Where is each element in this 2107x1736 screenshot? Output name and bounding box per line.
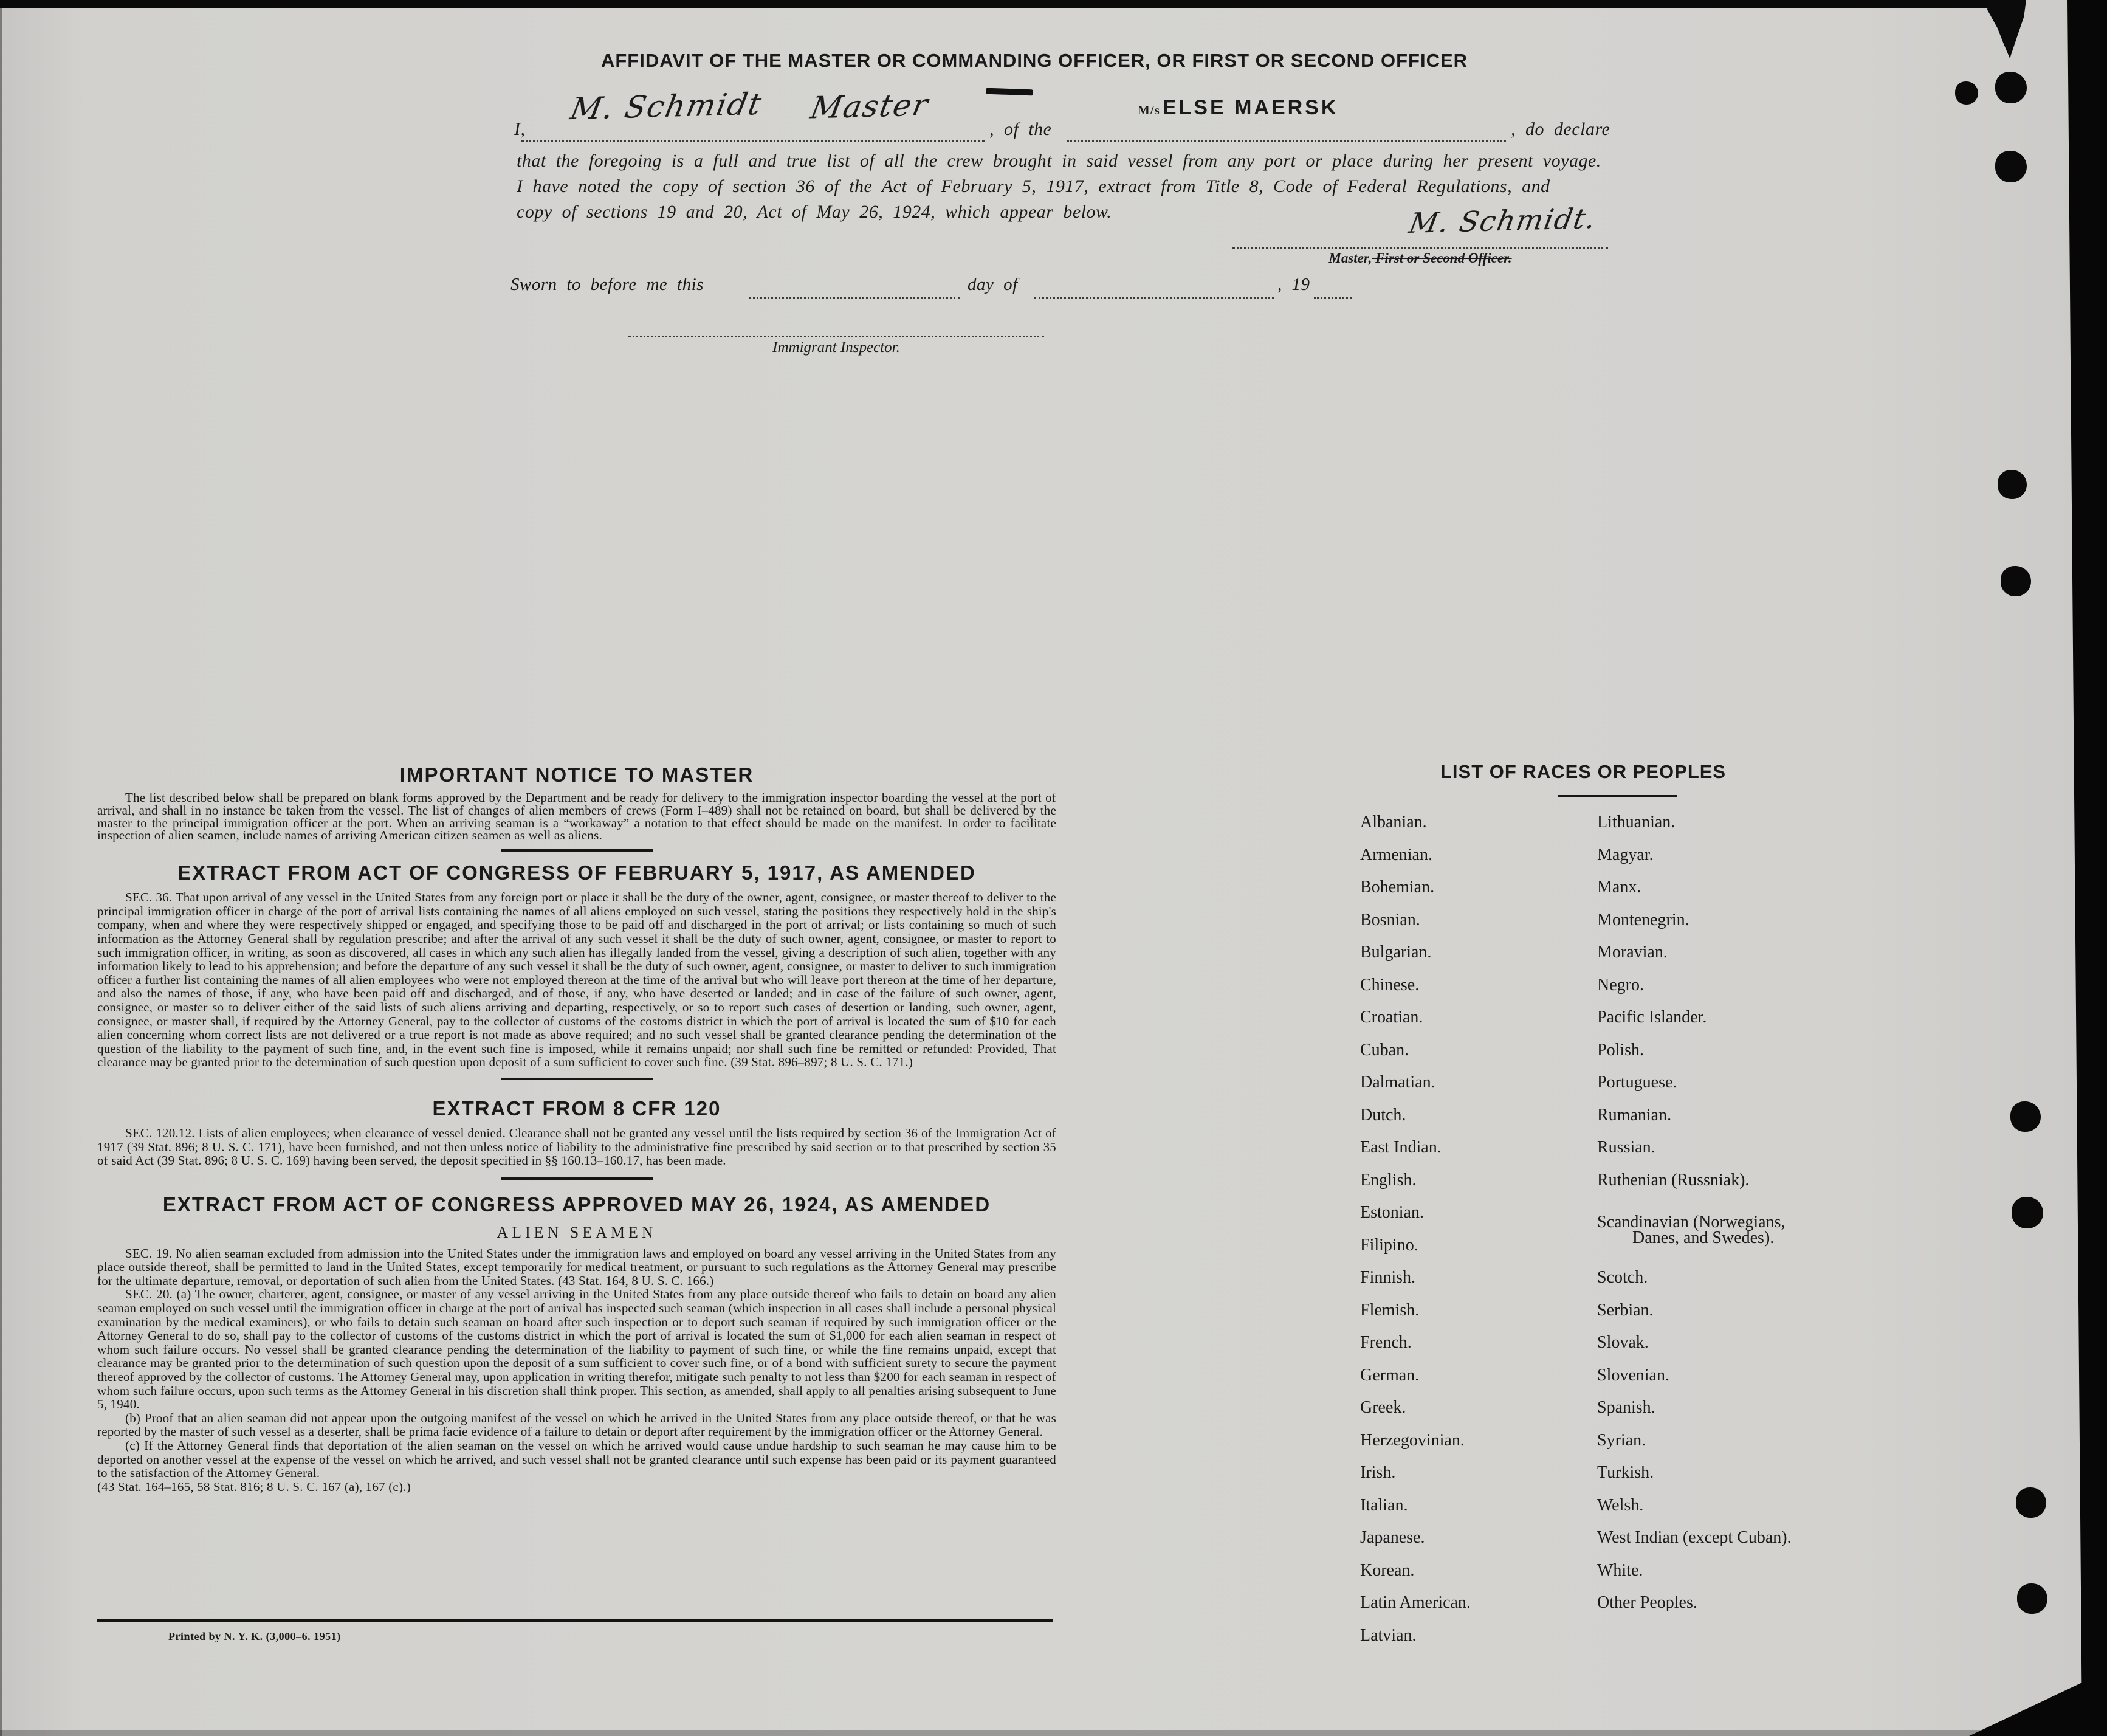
legal-text-column <box>97 763 1056 1493</box>
race-item: Dutch. <box>1360 1105 1406 1125</box>
sworn-year-blank <box>1314 275 1352 299</box>
scan-edge-bottom <box>0 1730 2107 1736</box>
race-item: Armenian. <box>1360 845 1432 864</box>
sworn-prefix: Sworn to before me this <box>510 275 704 294</box>
race-item: Rumanian. <box>1597 1105 1672 1125</box>
extract-1924-heading: EXTRACT FROM ACT OF CONGRESS APPROVED MAY 26, 1924, AS AMENDED <box>162 1193 991 1216</box>
hole-punch-dot <box>2017 1583 2047 1614</box>
race-item: Spanish. <box>1597 1398 1655 1417</box>
race-item: Lithuanian. <box>1597 813 1676 832</box>
extract-1917-body: SEC. 36. That upon arrival of any vessel in the United States from any foreign port or place it shall be the duty of the owner, agent, consignee, or master thereof to deliver to the principal immigration officer in charge of the port of arrival lists containing the names of all aliens employed on such vessel, stating the positions they respectively hold in the ship's company, when and where they were respectively shipped or engaged, and specifying those to be paid off and discharged in the port of arrival; or lists containing so much of such information as the Attorney General shall by regulation prescribe; and after the arrival of any such vessel it shall be the duty of such owner, agent, consignee, or master to report to such immigration officer, in writing, as soon as discovered, all cases in which any such alien has illegally landed from the vessel, giving a description of such alien, together with any information likely to lead to his apprehension; and before the departure of any such vessel it shall be the duty of such owner, agent, consignee, or master to deliver to such immigration officer a further list containing the names of all alien employees who were not employed thereon at the time of the arrival but who will leave port thereon at the time of her departure, and also the names of those, if any, who have been paid off and discharged, and of those, if any, who have deserted or landed; and in case of the failure of such owner, agent, consignee, or master so to deliver either of the said lists of such aliens arriving and departing, respectively, or so to report such cases of desertion or landing, such owner, agent, consignee, or master shall, if required by the Attorney General, pay to the collector of customs of the costoms district in which the port of arrival is located the sum of $10 for each alien concerning whom correct lists are not delivered or a true report is not made as above required; and no such vessel shall be granted clearance pending the determination of the question of the liability to the payment of such fine, and, in the event such fine is imposed, while it remains unpaid; nor shall such fine be remitted or refunded: Provided, That clearance may be granted prior to the determination of such question upon deposit of a sum sufficient to cover such fine. (39 Stat. 896–897; 8 U. S. C. 171.) <box>97 890 1056 1070</box>
cfr-body: SEC. 120.12. Lists of alien employees; when clearance of vessel denied. Clearance shall not be granted any vessel until the lists required by section 36 of the Immigration Act of 1917 (39 Stat. 896; 8 U. S. C. 171), have been furnished, and not then unless notice of liability to the administrative fine prescribed by said section or to that prescribed by section 35 of said Act (39 Stat. 896; 8 U. S. C. 169) having been served, the deposit specified in §§ 160.13–160.17, has been made. <box>97 1125 1056 1168</box>
inspector-label: Immigrant Inspector. <box>772 339 900 356</box>
race-item: Bohemian. <box>1360 878 1435 897</box>
handwritten-name-text: M. Schmidt <box>567 86 766 127</box>
handwritten-role-text: Master <box>808 87 932 126</box>
sec20-citation: (43 Stat. 164–165, 58 Stat. 816; 8 U. S. C. 167 (a), 167 (c).) <box>97 1479 411 1494</box>
races-right-column <box>1597 806 1913 1619</box>
hole-punch-dot <box>2010 1101 2041 1132</box>
race-item: Pacific Islander. <box>1597 1008 1707 1027</box>
sec19-paragraph: SEC. 19. No alien seaman excluded from admission into the United States under the immigration laws and employed on board any vessel arriving in the United States from any place outside thereof, shall be permitted to land in the United States, except temporarily for medical treatment, or pursuant to such regulations as the Attorney General may prescribe for the ultimate departure, removal, or deportation of such alien from the United States. (43 Stat. 164, 8 U. S. C. 166.) <box>97 1245 1056 1288</box>
sec20b-paragraph: (b) Proof that an alien seaman did not appear upon the outgoing manifest of the vessel on which he arrived in the United States from any place outside thereof, or that he was reported by the master of such vessel as a deserter, shall be prima facie evidence of a failure to detain or deport after requirement by the immigration officer or the Attorney General. <box>97 1410 1056 1439</box>
race-item: Estonian. <box>1360 1203 1424 1222</box>
race-item: German. <box>1360 1365 1420 1385</box>
year-prefix: , 19 <box>1277 275 1310 294</box>
race-item: Herzegovinian. <box>1360 1430 1465 1450</box>
vessel-name: ELSE MAERSK <box>1162 96 1339 119</box>
race-item: Manx. <box>1597 878 1641 897</box>
hole-punch-dot <box>1995 72 2027 103</box>
hole-punch-dot <box>1955 81 1978 105</box>
declaration-line-2: that the foregoing is a full and true list of all the crew brought in said vessel from any port or place during her present voyage. <box>517 151 1601 171</box>
race-item: Croatian. <box>1360 1008 1423 1027</box>
race-item: Italian. <box>1360 1495 1408 1515</box>
race-item: East Indian. <box>1360 1138 1442 1157</box>
race-item: Ruthenian (Russniak). <box>1597 1170 1750 1190</box>
inspector-signature-line <box>628 312 1044 337</box>
hole-punch-dot <box>2001 566 2031 596</box>
race-item: Negro. <box>1597 975 1644 994</box>
races-heading: LIST OF RACES OR PEOPLES <box>1440 761 1727 782</box>
race-item: Latvian. <box>1360 1625 1417 1645</box>
sworn-month-blank <box>1034 275 1274 299</box>
race-item: Turkish. <box>1597 1463 1654 1482</box>
form-title: AFFIDAVIT OF THE MASTER OR COMMANDING OFFICER, OR FIRST OR SECOND OFFICER <box>600 50 1468 71</box>
printer-imprint: Printed by N. Y. K. (3,000–6. 1951) <box>168 1630 341 1642</box>
race-item: Portuguese. <box>1597 1073 1677 1092</box>
race-item: West Indian (except Cuban). <box>1597 1528 1792 1547</box>
vessel-name-line <box>1067 117 1506 142</box>
notice-body: The list described below shall be prepared on blank forms approved by the Department and be ready for delivery to the immigration inspector boarding the vessel at the port of arrival, and shall in no instance be taken from the vessel. The list of changes of alien members of crews (Form I–489) shall not be retained on board, but shall be delivered by the master to the principal immigration officer at the port. When an arriving seaman is a “workaway” a notation to that effect should be made on the manifest. In order to facilitate inspection of alien seamen, include names of arriving American citizen seamen as well as aliens. <box>97 790 1056 843</box>
sworn-day-blank <box>749 275 960 299</box>
race-item: Syrian. <box>1597 1430 1646 1450</box>
cfr-heading: EXTRACT FROM 8 CFR 120 <box>432 1097 721 1120</box>
race-item: Korean. <box>1360 1560 1415 1580</box>
signature-line <box>1232 226 1608 249</box>
race-item: Cuban. <box>1360 1040 1409 1059</box>
of-the-label: , of the <box>989 119 1052 139</box>
vessel-name-stamp <box>1138 96 1338 120</box>
race-item: Dalmatian. <box>1360 1073 1435 1092</box>
alien-seamen-subheading: ALIEN SEAMEN <box>497 1223 657 1241</box>
sec20c-paragraph: (c) If the Attorney General finds that deportation of the alien seaman on the vessel on which he arrived would cause undue hardship to such seaman he may cause him to be deported on another vessel at the expense of the vessel on which he arrived, and such vessel shall not be granted clearance until such expense has been paid or its payment guaranteed to the satisfaction of the Attorney General. <box>97 1438 1056 1481</box>
scan-edge-left <box>0 0 2 1736</box>
handwritten-name <box>567 86 932 127</box>
race-item: Bosnian. <box>1360 910 1420 929</box>
sec20a-paragraph: SEC. 20. (a) The owner, charterer, agent, consignee, or master of any vessel arriving in the United States from any place outside thereof who fails to detain on board any alien seaman employed on such vessel until the immigration officer in charge at the port of arrival has inspected such seaman (which inspection in all cases shall include a personal physical examination by the medical examiners), or who fails to detain such seaman on board after such inspection or to deport such seaman if required by such immigration officer or the Attorney General to do so, shall pay to the collector of customs of the customs district in which the port of arrival is located the sum of $1,000 for each alien seaman in respect of whom such failure occurs. No vessel shall be granted clearance pending the determination of the liability to payment of such fine, or while the fine remains unpaid, except that clearance may be granted prior to the determination of such question upon the deposit of a sum sufficient to cover such fine, or of a bond with sufficient surety to secure the payment thereof approved by the collector of customs. The Attorney General may, upon application in writing therefor, mitigate such penalty to not less than $200 for each seaman in respect of whom such failure occurs, upon such terms as the Attorney General in his discretion shall think proper. This section, as amended, shall apply to all penalties arising subsequent to June 5, 1940. <box>97 1287 1056 1412</box>
race-item: Albanian. <box>1360 813 1427 832</box>
hole-punch-dot <box>1995 151 2027 182</box>
signer-role-struck: First or Second Officer. <box>1372 250 1512 266</box>
race-item: Filipino. <box>1360 1235 1418 1255</box>
race-item: Scotch. <box>1597 1268 1648 1287</box>
section-divider <box>501 849 653 852</box>
master-signature-text: M. Schmidt. <box>1406 202 1600 239</box>
race-item: Welsh. <box>1597 1495 1644 1515</box>
race-item: Russian. <box>1597 1138 1655 1157</box>
race-item: Montenegrin. <box>1597 910 1689 929</box>
races-heading-rule <box>1558 795 1677 797</box>
race-item: Slovenian. <box>1597 1365 1669 1385</box>
race-item: Serbian. <box>1597 1300 1654 1320</box>
declarant-i-label: I, <box>514 119 526 139</box>
race-item: Other Peoples. <box>1597 1593 1697 1612</box>
race-item: Polish. <box>1597 1040 1645 1059</box>
race-item: Magyar. <box>1597 845 1654 864</box>
race-item: Slovak. <box>1597 1333 1649 1352</box>
signer-role <box>1232 250 1608 266</box>
race-item: Moravian. <box>1597 943 1668 962</box>
race-item: Greek. <box>1360 1398 1406 1417</box>
race-item: Chinese. <box>1360 975 1420 994</box>
race-item: Bulgarian. <box>1360 943 1432 962</box>
ink-dash-artifact <box>986 88 1033 96</box>
scan-edge-top <box>0 0 2013 8</box>
race-item: French. <box>1360 1333 1412 1352</box>
race-item: English. <box>1360 1170 1417 1190</box>
hole-punch-dot <box>1998 470 2027 499</box>
bottom-rule <box>97 1619 1053 1622</box>
signer-role-prefix: Master, <box>1328 250 1372 266</box>
race-item: Latin American. <box>1360 1593 1471 1612</box>
hole-punch-dot <box>2016 1487 2046 1518</box>
extract-1917-heading: EXTRACT FROM ACT OF CONGRESS OF FEBRUARY 5, 1917, AS AMENDED <box>177 861 976 884</box>
race-item: Irish. <box>1360 1463 1396 1482</box>
race-item: Japanese. <box>1360 1528 1425 1547</box>
notice-heading: IMPORTANT NOTICE TO MASTER <box>399 763 754 786</box>
scan-corner-wedge <box>1969 1683 2082 1736</box>
day-of-label: day of <box>968 275 1018 294</box>
race-item: Flemish. <box>1360 1300 1420 1320</box>
section-divider <box>501 1177 653 1180</box>
race-item: White. <box>1597 1560 1643 1580</box>
race-item: Scandinavian (Norwegians, <box>1597 1213 1786 1231</box>
vessel-prefix: M/s <box>1138 103 1160 117</box>
declaration-line-4: copy of sections 19 and 20, Act of May 26, 1924, which appear below. <box>517 202 1112 222</box>
declaration-line-3: I have noted the copy of section 36 of the Act of February 5, 1917, extract from Title 8, Code of Federal Regulations, and <box>517 176 1550 196</box>
section-divider <box>501 1078 653 1080</box>
hole-punch-dot <box>2012 1197 2043 1228</box>
do-declare-label: , do declare <box>1511 119 1610 139</box>
scan-edge-right <box>2067 0 2107 1736</box>
race-item: Danes, and Swedes). <box>1632 1228 1775 1247</box>
race-item: Finnish. <box>1360 1268 1416 1287</box>
